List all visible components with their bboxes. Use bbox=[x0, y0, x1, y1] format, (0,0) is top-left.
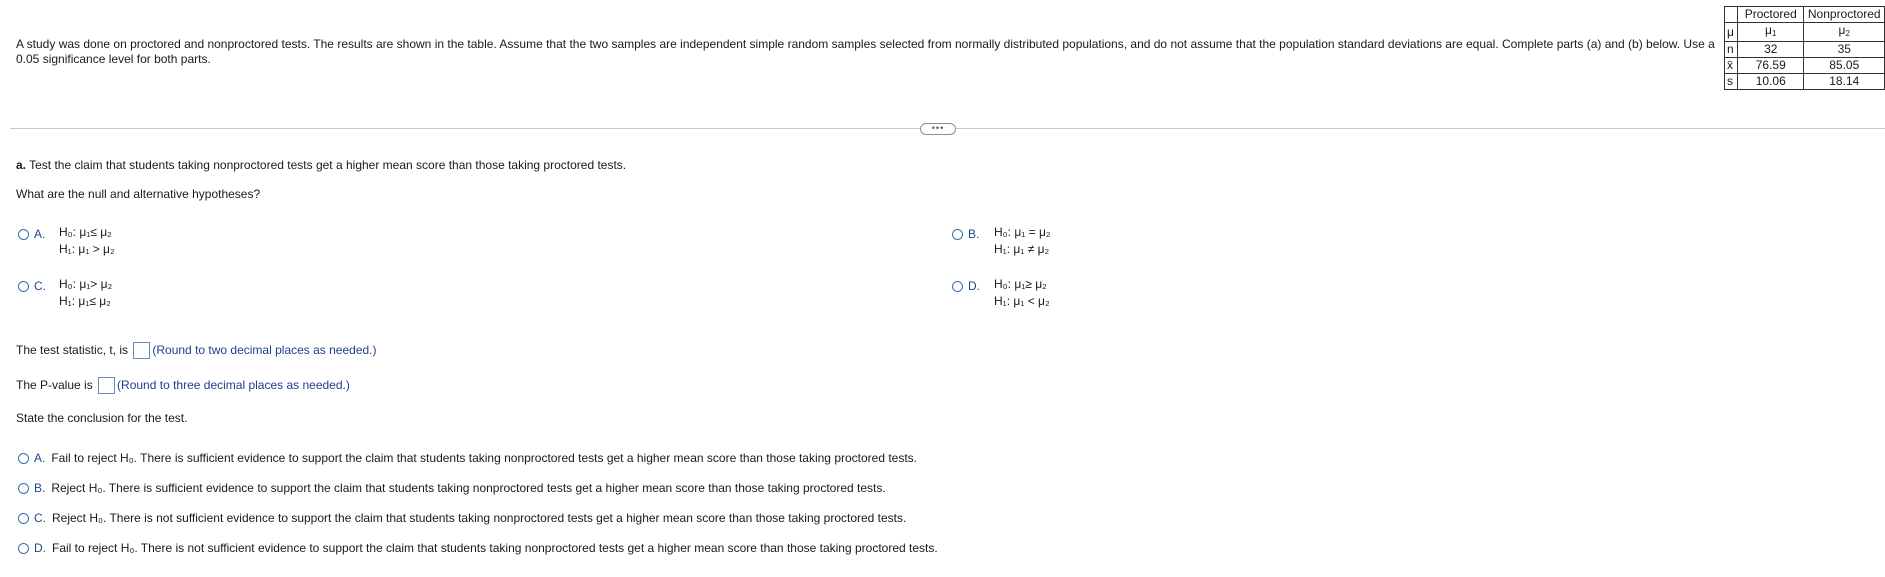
part-a-prefix: a. bbox=[16, 158, 27, 172]
pvalue-row: The P-value is (Round to three decimal places as needed.) bbox=[16, 378, 350, 392]
table-row bbox=[1725, 42, 1885, 58]
radio-icon[interactable] bbox=[18, 483, 29, 494]
table-header-proctored: Proctored bbox=[1738, 7, 1804, 23]
test-statistic-row: The test statistic, t, is (Round to two decimal places as needed.) bbox=[16, 343, 377, 357]
conclusion-option-a[interactable]: A. Fail to reject H₀. There is sufficient evidence to support the claim that students taking nonproctored tests get a higher mean score than those taking proctored tests. bbox=[18, 451, 917, 465]
pvalue-hint: (Round to three decimal places as needed.) bbox=[117, 378, 350, 392]
test-statistic-input[interactable] bbox=[133, 342, 150, 359]
cell-n1: 32 bbox=[1738, 42, 1804, 58]
conclusion-option-c[interactable]: C. Reject H₀. There is not sufficient evidence to support the claim that students taking nonproctored tests get a higher mean score than those taking proctored tests. bbox=[18, 511, 906, 525]
radio-icon[interactable] bbox=[952, 229, 963, 240]
hyp-option-b[interactable]: B. bbox=[952, 227, 985, 241]
row-label-n: n bbox=[1725, 42, 1738, 58]
cell-s2: 18.14 bbox=[1804, 74, 1885, 90]
hyp-option-a[interactable]: A. bbox=[18, 227, 51, 241]
radio-icon[interactable] bbox=[952, 281, 963, 292]
cell-n2: 35 bbox=[1804, 42, 1885, 58]
problem-intro: A study was done on proctored and nonproctored tests. The results are shown in the table. Assume that the two samples are independent simple random samples selected from normally distributed populations, and do not assume that the population standard deviations are equal. Complete parts (a) and (b) below. Use a 0.05 significance level for both parts. bbox=[16, 37, 1715, 66]
hypotheses-question: What are the null and alternative hypotheses? bbox=[16, 187, 261, 201]
hyp-option-d-text: H₀: μ₁≥ μ₂ H₁: μ₁ < μ₂ bbox=[994, 277, 1050, 308]
radio-icon[interactable] bbox=[18, 453, 29, 464]
data-table bbox=[1724, 6, 1885, 90]
hyp-option-a-text: H₀: μ₁≤ μ₂ H₁: μ₁ > μ₂ bbox=[59, 225, 115, 256]
pvalue-input[interactable] bbox=[98, 377, 115, 394]
cell-s1: 10.06 bbox=[1738, 74, 1804, 90]
hyp-option-c-text: H₀: μ₁> μ₂ H₁: μ₁≤ μ₂ bbox=[59, 277, 113, 308]
test-statistic-hint: (Round to two decimal places as needed.) bbox=[152, 343, 377, 357]
radio-icon[interactable] bbox=[18, 229, 29, 240]
table-row bbox=[1725, 23, 1885, 42]
conclusion-option-d[interactable]: D. Fail to reject H₀. There is not sufficient evidence to support the claim that students taking nonproctored tests get a higher mean score than those taking proctored tests. bbox=[18, 541, 938, 555]
hyp-option-c[interactable]: C. bbox=[18, 279, 52, 293]
table-row bbox=[1725, 74, 1885, 90]
part-a-text: Test the claim that students taking nonproctored tests get a higher mean score than those taking proctored tests. bbox=[26, 158, 627, 172]
row-label-s: s bbox=[1725, 74, 1738, 90]
table-corner bbox=[1725, 7, 1738, 23]
conclusion-prompt: State the conclusion for the test. bbox=[16, 411, 188, 425]
table-row bbox=[1725, 58, 1885, 74]
radio-icon[interactable] bbox=[18, 281, 29, 292]
radio-icon[interactable] bbox=[18, 543, 29, 554]
table-header-nonproctored: Nonproctored bbox=[1804, 7, 1885, 23]
row-label-mu: μ bbox=[1725, 23, 1738, 42]
cell-xbar1: 76.59 bbox=[1738, 58, 1804, 74]
table-header-row bbox=[1725, 7, 1885, 23]
cell-xbar2: 85.05 bbox=[1804, 58, 1885, 74]
cell-mu1: $\mu_1$ bbox=[1738, 23, 1804, 42]
row-label-xbar: x̄ bbox=[1725, 58, 1738, 74]
cell-mu2: $\mu_2$ bbox=[1804, 23, 1885, 42]
hyp-option-d[interactable]: D. bbox=[952, 279, 986, 293]
expand-handle[interactable]: ••• bbox=[920, 123, 956, 135]
hyp-option-b-text: H₀: μ₁ = μ₂ H₁: μ₁ ≠ μ₂ bbox=[994, 225, 1051, 256]
part-a-question bbox=[16, 158, 626, 172]
conclusion-option-b[interactable]: B. Reject H₀. There is sufficient evidence to support the claim that students taking nonproctored tests get a higher mean score than those taking proctored tests. bbox=[18, 481, 886, 495]
radio-icon[interactable] bbox=[18, 513, 29, 524]
